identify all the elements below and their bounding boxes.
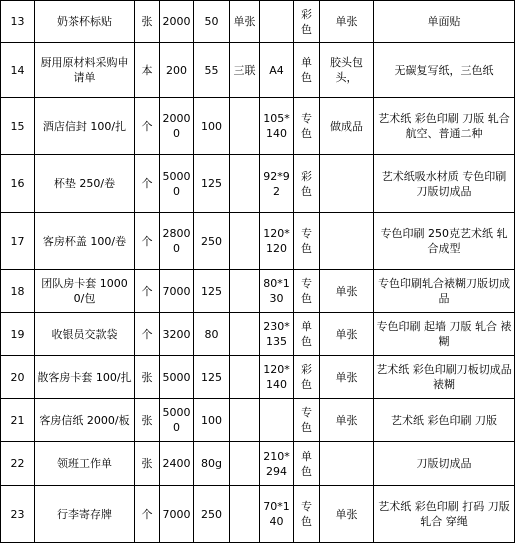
- color-cell: 彩色: [294, 356, 320, 399]
- quantity-cell: 200: [160, 43, 194, 98]
- color-cell: 彩色: [294, 1, 320, 43]
- size-cell: [260, 1, 294, 43]
- finish-cell: [320, 213, 374, 270]
- row-number: 19: [1, 313, 35, 356]
- description-cell: 单面贴: [374, 1, 515, 43]
- row-number: 20: [1, 356, 35, 399]
- form-cell: [230, 213, 260, 270]
- size-cell: 92*92: [260, 155, 294, 213]
- unit-cell: 张: [135, 1, 160, 43]
- table-row: [1, 356, 515, 399]
- size-cell: 105*140: [260, 98, 294, 155]
- quantity-cell: 50000: [160, 399, 194, 442]
- unit-cell: 个: [135, 313, 160, 356]
- form-cell: [230, 270, 260, 313]
- form-cell: [230, 313, 260, 356]
- table-row: [1, 486, 515, 543]
- row-number: 17: [1, 213, 35, 270]
- finish-cell: 单张: [320, 399, 374, 442]
- row-number: 13: [1, 1, 35, 43]
- finish-cell: 做成品: [320, 98, 374, 155]
- quantity-cell: 28000: [160, 213, 194, 270]
- price-cell: 55: [194, 43, 230, 98]
- quantity-cell: 2400: [160, 442, 194, 486]
- row-number: 18: [1, 270, 35, 313]
- unit-cell: 张: [135, 399, 160, 442]
- finish-cell: 胶头包头，: [320, 43, 374, 98]
- unit-cell: 个: [135, 213, 160, 270]
- form-cell: [230, 442, 260, 486]
- description-cell: 无碳复写纸，三色纸: [374, 43, 515, 98]
- description-cell: 艺术纸吸水材质 专色印刷 刀版切成品: [374, 155, 515, 213]
- finish-cell: 单张: [320, 486, 374, 543]
- price-cell: 250: [194, 486, 230, 543]
- table-row: [1, 270, 515, 313]
- description-cell: 艺术纸 彩色印刷 刀版 轧合 航空、普通二种: [374, 98, 515, 155]
- item-name: 奶茶杯标贴: [35, 1, 135, 43]
- size-cell: 80*130: [260, 270, 294, 313]
- color-cell: 单色: [294, 43, 320, 98]
- description-cell: 刀版切成品: [374, 442, 515, 486]
- size-cell: 70*140: [260, 486, 294, 543]
- finish-cell: 单张: [320, 270, 374, 313]
- quantity-cell: 7000: [160, 270, 194, 313]
- form-cell: [230, 98, 260, 155]
- finish-cell: [320, 155, 374, 213]
- row-number: 16: [1, 155, 35, 213]
- finish-cell: 单张: [320, 1, 374, 43]
- description-cell: 专色印刷 250克艺术纸 轧合成型: [374, 213, 515, 270]
- description-cell: 艺术纸 彩色印刷 打码 刀版 轧合 穿绳: [374, 486, 515, 543]
- size-cell: 210*294: [260, 442, 294, 486]
- size-cell: [260, 399, 294, 442]
- item-name: 厨用原材料采购申请单: [35, 43, 135, 98]
- size-cell: 120*120: [260, 213, 294, 270]
- item-name: 行李寄存牌: [35, 486, 135, 543]
- form-cell: [230, 155, 260, 213]
- item-name: 酒店信封 100/扎: [35, 98, 135, 155]
- description-cell: 专色印刷轧合裱糊刀版切成品: [374, 270, 515, 313]
- table-row: [1, 399, 515, 442]
- item-name: 客房信纸 2000/板: [35, 399, 135, 442]
- quantity-cell: 50000: [160, 155, 194, 213]
- row-number: 22: [1, 442, 35, 486]
- color-cell: 专色: [294, 486, 320, 543]
- unit-cell: 个: [135, 486, 160, 543]
- item-name: 杯垫 250/卷: [35, 155, 135, 213]
- row-number: 23: [1, 486, 35, 543]
- finish-cell: 单张: [320, 313, 374, 356]
- price-cell: 80g: [194, 442, 230, 486]
- finish-cell: [320, 442, 374, 486]
- item-name: 散客房卡套 100/扎: [35, 356, 135, 399]
- table-row: [1, 155, 515, 213]
- color-cell: 专色: [294, 399, 320, 442]
- price-cell: 125: [194, 356, 230, 399]
- row-number: 14: [1, 43, 35, 98]
- size-cell: 230*135: [260, 313, 294, 356]
- table-row: [1, 313, 515, 356]
- quantity-cell: 3200: [160, 313, 194, 356]
- row-number: 21: [1, 399, 35, 442]
- description-cell: 艺术纸 彩色印刷 刀版: [374, 399, 515, 442]
- color-cell: 专色: [294, 270, 320, 313]
- quantity-cell: 5000: [160, 356, 194, 399]
- unit-cell: 张: [135, 442, 160, 486]
- table-row: [1, 1, 515, 43]
- table-row: [1, 442, 515, 486]
- item-name: 领班工作单: [35, 442, 135, 486]
- unit-cell: 个: [135, 270, 160, 313]
- item-name: 客房杯盖 100/卷: [35, 213, 135, 270]
- color-cell: 专色: [294, 98, 320, 155]
- item-name: 团队房卡套 10000/包: [35, 270, 135, 313]
- quantity-cell: 7000: [160, 486, 194, 543]
- row-number: 15: [1, 98, 35, 155]
- unit-cell: 张: [135, 356, 160, 399]
- form-cell: [230, 486, 260, 543]
- size-cell: A4: [260, 43, 294, 98]
- price-cell: 125: [194, 270, 230, 313]
- price-cell: 80: [194, 313, 230, 356]
- price-cell: 50: [194, 1, 230, 43]
- unit-cell: 个: [135, 155, 160, 213]
- quantity-cell: 20000: [160, 98, 194, 155]
- size-cell: 120*140: [260, 356, 294, 399]
- item-name: 收银员交款袋: [35, 313, 135, 356]
- unit-cell: 本: [135, 43, 160, 98]
- form-cell: 三联: [230, 43, 260, 98]
- description-cell: 艺术纸 彩色印刷刀板切成品 裱糊: [374, 356, 515, 399]
- form-cell: [230, 356, 260, 399]
- unit-cell: 个: [135, 98, 160, 155]
- form-cell: 单张: [230, 1, 260, 43]
- color-cell: 专色: [294, 213, 320, 270]
- color-cell: 单色: [294, 313, 320, 356]
- table-row: [1, 43, 515, 98]
- price-cell: 100: [194, 98, 230, 155]
- description-cell: 专色印刷 起墙 刀版 轧合 裱糊: [374, 313, 515, 356]
- color-cell: 单色: [294, 442, 320, 486]
- form-cell: [230, 399, 260, 442]
- finish-cell: 单张: [320, 356, 374, 399]
- table-row: [1, 98, 515, 155]
- price-cell: 100: [194, 399, 230, 442]
- price-cell: 125: [194, 155, 230, 213]
- price-cell: 250: [194, 213, 230, 270]
- table-row: [1, 213, 515, 270]
- quantity-cell: 2000: [160, 1, 194, 43]
- color-cell: 彩色: [294, 155, 320, 213]
